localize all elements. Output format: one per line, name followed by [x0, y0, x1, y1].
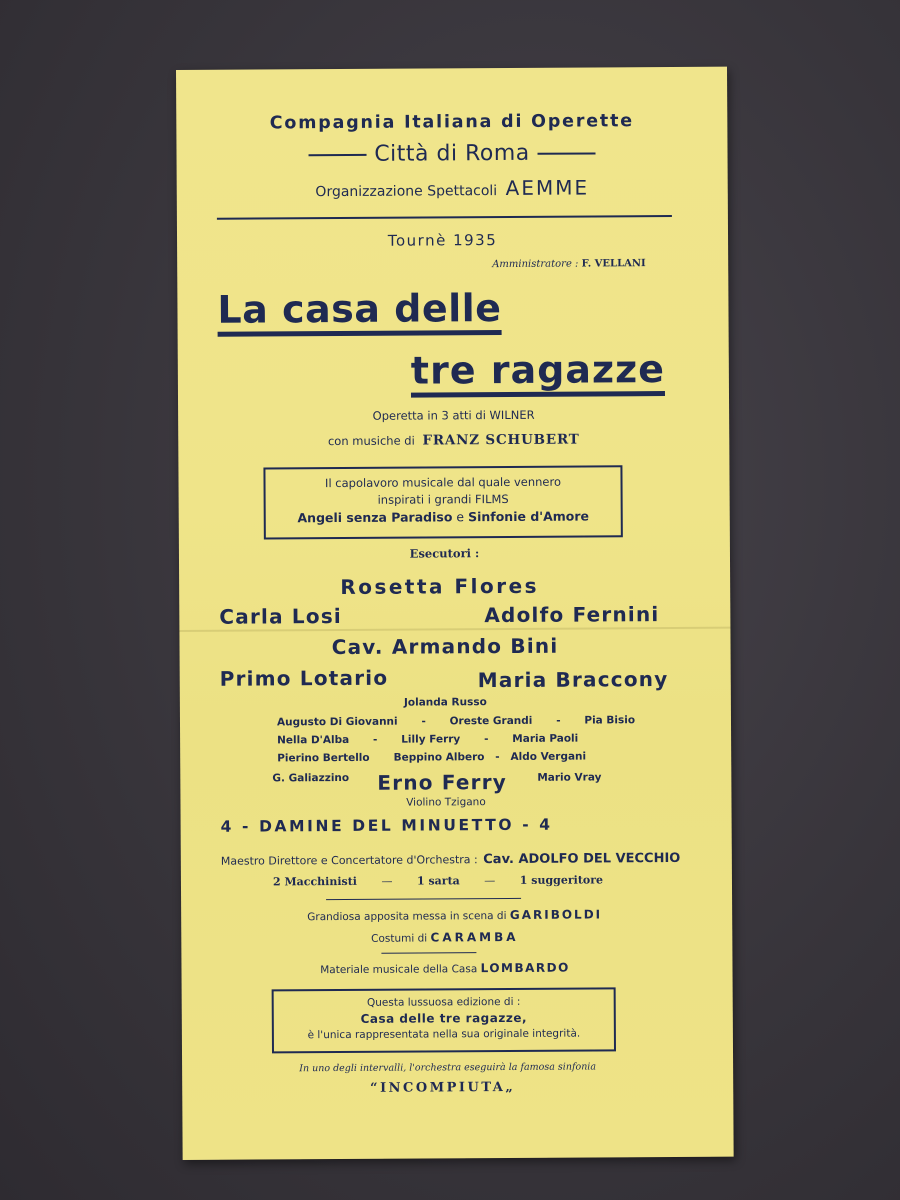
films-callout-box — [263, 465, 622, 539]
cast-erno-ferry: Erno Ferry — [377, 769, 508, 795]
cast-lead: Rosetta Flores — [340, 573, 540, 600]
material-label: Materiale musicale della Casa — [320, 963, 478, 977]
minor-cast-name: Lilly Ferry — [401, 733, 461, 746]
city-name: Città di Roma — [374, 140, 530, 167]
crew-macchinisti: 2 Macchinisti — [272, 874, 357, 889]
cast-maria-braccony: Maria Braccony — [477, 667, 669, 693]
film-title-1: Angeli senza Paradiso — [297, 509, 453, 526]
minor-cast-name: Maria Paoli — [512, 732, 579, 745]
divider-dash — [538, 152, 596, 154]
orchestra-label: Maestro Direttore e Concertatore d'Orchestra : — [220, 853, 478, 868]
costumes-name: CARAMBA — [430, 929, 519, 945]
staging-line — [179, 907, 730, 924]
orchestra-line — [221, 851, 681, 869]
divider-dash — [308, 154, 366, 156]
minor-cast-name: Pierino Bertello — [277, 751, 370, 765]
crew-suggeritore: 1 suggeritore — [519, 873, 604, 887]
minor-cast-separator: - — [484, 733, 489, 746]
cast-armando-bini: Cav. Armando Bini — [331, 633, 559, 660]
show-title-line1: La casa delle — [217, 288, 501, 337]
music-prefix: con musiche di — [327, 433, 415, 449]
administrator-name: F. VELLANI — [581, 258, 646, 270]
cast-adolfo-fernini: Adolfo Fernini — [484, 602, 660, 628]
costumes-label: Costumi di — [371, 932, 428, 945]
symphony-title: “INCOMPIUTA„ — [370, 1079, 516, 1096]
cast-g-galiazzino: G. Galiazzino — [272, 771, 350, 785]
operetta-playbill — [176, 67, 734, 1160]
minor-cast-separator: - — [372, 733, 378, 746]
header-rule — [217, 215, 672, 220]
staging-name: GARIBOLDI — [509, 907, 603, 922]
credits-rule — [381, 952, 476, 954]
staging-label: Grandiosa apposita messa in scena di — [307, 909, 507, 924]
cast-jolanda-russo: Jolanda Russo — [403, 696, 487, 709]
show-title-line2: tre ragazze — [411, 349, 665, 398]
minor-cast-name: Nella D'Alba — [277, 733, 350, 747]
cast-primo-lotario: Primo Lotario — [219, 665, 389, 691]
show-subtitle: Operetta in 3 atti di WILNER — [372, 407, 535, 423]
composer-name: FRANZ SCHUBERT — [422, 431, 580, 449]
tour-title: Tournè 1935 — [387, 231, 498, 250]
music-line — [178, 431, 729, 450]
film-connector: e — [456, 509, 465, 525]
orchestra-director: Cav. ADOLFO DEL VECCHIO — [483, 850, 681, 868]
damine-del-minuetto: 4 - DAMINE DEL MINUETTO - 4 — [220, 815, 553, 836]
intermission-note: In uno degli intervalli, l'orchestra eseguirà la famosa sinfonia — [299, 1061, 597, 1075]
minor-cast-row — [277, 751, 586, 765]
cast-mario-vray: Mario Vray — [537, 771, 602, 784]
callout-films — [266, 507, 621, 526]
organization-name: AEMME — [505, 175, 590, 200]
administrator-label: Amministratore : — [492, 258, 579, 271]
organization-line — [177, 175, 728, 202]
city-line — [176, 140, 727, 168]
edition-box — [272, 987, 616, 1053]
cast-heading: Esecutori : — [409, 546, 480, 561]
crew-sarta: 1 sarta — [416, 874, 460, 888]
minor-cast-name: Aldo Vergani — [510, 750, 587, 763]
minor-cast-separator: - — [495, 751, 500, 764]
minor-cast-name: Augusto Di Giovanni — [276, 715, 398, 729]
minor-cast-name: Pia Bisio — [584, 714, 636, 727]
callout-line1: Il capolavoro musicale dal quale vennero — [324, 474, 562, 491]
edition-line3: è l'unica rappresentata nella sua originale integrità. — [307, 1027, 581, 1042]
crew-separator: — — [484, 874, 496, 888]
edition-line2: Casa delle tre ragazze, — [360, 1010, 528, 1026]
minor-cast-row — [277, 733, 578, 747]
company-name: Compagnia Italiana di Operette — [269, 111, 634, 134]
crew-line — [273, 873, 603, 888]
crew-rule — [326, 898, 521, 900]
callout-line2: inspirati i grandi FILMS — [377, 491, 509, 507]
material-name: LOMBARDO — [480, 960, 570, 976]
minor-cast-separator: - — [556, 714, 561, 727]
administrator-line — [492, 258, 646, 270]
material-line — [169, 960, 720, 977]
violino-tzigano: Violino Tzigano — [406, 796, 486, 809]
film-title-2: Sinfonie d'Amore — [468, 508, 590, 525]
crew-separator: — — [381, 874, 393, 888]
costumes-line — [169, 929, 720, 946]
minor-cast-separator: - — [421, 715, 426, 728]
minor-cast-name: Beppino Albero — [393, 751, 485, 764]
minor-cast-name: Oreste Grandi — [449, 714, 533, 728]
organization-label: Organizzazione Spettacoli — [315, 183, 498, 201]
cast-carla-losi: Carla Losi — [219, 603, 343, 629]
minor-cast-row — [277, 714, 635, 728]
edition-line1: Questa lussuosa edizione di : — [366, 995, 521, 1009]
